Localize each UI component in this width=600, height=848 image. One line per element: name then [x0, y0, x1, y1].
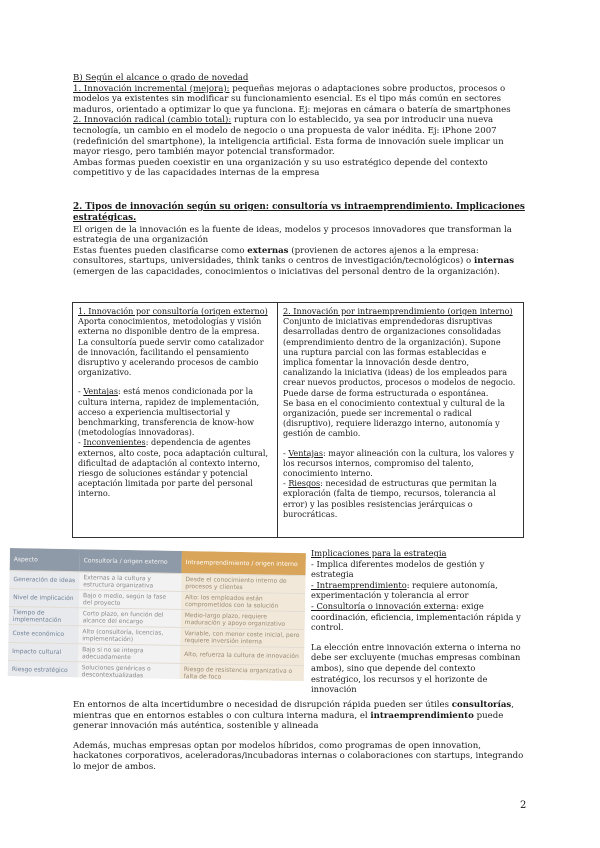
consulting-disadvantages: - Inconvenientes: dependencia de agentes externos, alto coste, poca adaptación cultural, dificultad de adaptación al contexto interno, riesgo de soluciones estándar y potencial aceptación limitada por parte del personal interno.: [78, 437, 269, 499]
intrapreneurship-title: 2. Innovación por intraemprendimiento (origen interno): [283, 306, 513, 316]
section-2-intro: El origen de la innovación es la fuente de ideas, modelos y procesos innovadores que transforman la estrategia de una organización: [73, 224, 512, 246]
row-intrapreneurship: Medio-largo plazo, requiere maduración y apoyo organizativo: [181, 609, 305, 629]
section-b-closing: Ambas formas pueden coexistir en una organización y su uso estratégico depende del contexto competitivo y de las capacidades internas de la empresa: [73, 157, 488, 179]
row-intrapreneurship: Riesgo de resistencia organizativa o falta de foco: [180, 663, 304, 681]
item-2-text: ruptura con lo establecido, ya sea por introducir una nueva tecnología, un cambio en el modelo de negocio o una propuesta de valor inédita. Ej: iPhone 2007 (redefinición del smartphone), la inteligencia artificial. Esta forma de innovación suele implicar un mayor riesgo, pero también mayor potencial transformador.: [73, 115, 504, 158]
row-consulting: Bajo o medio, según la fase del proyecto: [79, 590, 181, 610]
implications-title: Implicaciones para la estrategia: [311, 548, 447, 558]
section-b: [73, 73, 528, 179]
row-consulting: Soluciones genéricas o descontextualizadas: [78, 662, 180, 681]
row-consulting: Bajo si no se integra adecuadamente: [78, 644, 180, 664]
intrapreneurship-risks: - Riesgos: necesidad de estructuras que permitan la exploración (falta de tiempo, recursos, tolerancia al error) y las posibles resistencias jerárquicas o burocráticas.: [283, 478, 497, 519]
p1-a: En entornos de alta incertidumbre o necesidad de disrupción rápida pueden ser útiles: [73, 700, 452, 710]
consulting-column: [73, 303, 278, 537]
p1-intraemprendimiento: intraemprendimiento: [370, 710, 474, 721]
row-aspect: Coste económico: [8, 624, 78, 643]
sources-internal: internas: [473, 256, 515, 267]
implications: [311, 548, 526, 695]
p1-e: puede generar innovación más auténtica, sostenible y alineada: [73, 710, 504, 732]
advantages-label: Ventajas: [288, 447, 323, 458]
row-aspect: Riesgo estratégico: [8, 660, 78, 679]
implications-line-3: [311, 601, 526, 633]
consulting-desc: Aporta conocimientos, metodologías y visión externa no disponible dentro de la empresa. La consultoría puede servir como catalizador de innovación, facilitando el pensamiento disruptivo y acelerando procesos de cambio organizativo.: [78, 316, 264, 378]
intrapreneurship-line-3: Se basa en el conocimiento contextual y cultural de la organización, puede ser incremental o radical (disruptivo), requiere liderazgo interno, autonomía y gestión de cambio.: [283, 397, 506, 439]
intrapreneurship-label: - Intraemprendimiento: [311, 579, 407, 590]
intrapreneurship-text: : requiere autonomía, experimentación y tolerancia al error: [311, 579, 498, 601]
sources-pre: Estas fuentes pueden clasificarse como: [73, 245, 248, 256]
implications-line-1: - Implica diferentes modelos de gestión y estrategia: [311, 558, 485, 580]
row-aspect: Impacto cultural: [8, 642, 78, 661]
risks-label: Riesgos: [288, 478, 321, 489]
disadvantages-label: Inconvenientes: [83, 437, 146, 448]
intrapreneurship-advantages: - Ventajas: mayor alineación con la cultura, los valores y los recursos internos, compromiso del talento, conocimiento interno.: [283, 447, 515, 479]
row-aspect: Nivel de implicación: [9, 588, 79, 607]
row-intrapreneurship: Alto, refuerza la cultura de innovación: [180, 645, 304, 665]
conclusion-paragraph-2: Además, muchas empresas optan por modelos híbridos, como programas de open innovation, hackatones corporativos, aceleradoras/incubadoras internas o colaboraciones con startups, integrando lo mejor de ambos.: [73, 740, 524, 772]
advantages-text: : está menos condicionada por la cultura interna, rapidez de implementación, acceso a experiencia multisectorial y benchmarking, transferencia de know-how (metodologías innovadoras).: [78, 386, 260, 438]
row-consulting: Corto plazo, en función del alcance del encargo: [79, 608, 181, 628]
header-consulting: Consultoría / origen externo: [79, 549, 181, 573]
p1-consultorias: consultorías: [451, 700, 512, 710]
p1-c: , mientras que en entornos estables o con cultura interna madura, el: [73, 700, 514, 721]
aspect-table: [8, 548, 306, 681]
advantages-text: : mayor alineación con la cultura, los valores y los recursos internos, compromiso del talento, conocimiento interno.: [283, 447, 515, 479]
row-aspect: Generación de ideas: [9, 570, 79, 589]
intrapreneurship-line-2: Puede darse de forma estructurada o espontánea.: [283, 387, 489, 398]
header-intrapreneurship: Intraemprendimiento / origen interno: [182, 551, 306, 576]
consulting-label: - Consultoría o innovación externa: [311, 600, 456, 611]
implications-line-2: [311, 580, 526, 601]
intrapreneurship-column: [278, 303, 523, 537]
item-1-label: 1. Innovación incremental (mejora):: [73, 83, 230, 94]
implications-paragraph: La elección entre innovación externa o interna no debe ser excluyente (muchas empresas combinan ambos), sino que depende del contexto estratégico, los recursos y el horizonte de innovación: [311, 641, 521, 695]
item-2-label: 2. Innovación radical (cambio total):: [73, 115, 232, 126]
sources-post: (emergen de las capacidades, conocimientos o iniciativas del personal dentro de la organización).: [73, 266, 500, 277]
aspect-comparison-image: [8, 548, 306, 681]
row-intrapreneurship: Variable, con menor coste inicial, pero requiere inversión interna: [180, 627, 304, 647]
comparison-table: [72, 302, 524, 538]
consulting-title: 1. Innovación por consultoría (origen externo): [78, 306, 268, 316]
page-number: 2: [520, 800, 527, 811]
section-b-title: B) Según el alcance o grado de novedad: [73, 73, 249, 83]
section-2-title: 2. Tipos de innovación según su origen: consultoría vs intraemprendimiento. Implicaciones estratégicas.: [73, 202, 525, 223]
section-2: [73, 202, 528, 278]
row-consulting: Alto (consultoría, licencias, implementación): [78, 626, 180, 646]
conclusion: [73, 700, 528, 773]
row-intrapreneurship: Desde el conocimiento interno de procesos y clientes: [181, 573, 305, 593]
risks-text: : necesidad de estructuras que permitan la exploración (falta de tiempo, recursos, tolerancia al error) y las posibles resistencias jerárquicas o burocráticas.: [283, 478, 497, 519]
consulting-advantages: - Ventajas: está menos condicionada por la cultura interna, rapidez de implementación, acceso a experiencia multisectorial y benchmarking, transferencia de know-how (metodologías innovadoras).: [78, 386, 260, 438]
section-2-sources: [73, 246, 528, 278]
section-b-item-2: [73, 115, 528, 157]
header-aspect: Aspecto: [10, 548, 80, 572]
row-consulting: Externas a la cultura y estructura organizativa: [79, 572, 181, 592]
consulting-text: : exige coordinación, eficiencia, implementación rápida y control.: [311, 600, 521, 633]
sources-mid: (provienen de actores ajenos a la empresa: consultores, startups, universidades, think tanks o centros de investigación/tecnológicos) o: [73, 245, 479, 267]
item-1-text: pequeñas mejoras o adaptaciones sobre productos, procesos o modelos ya existentes sin modificar su funcionamiento esencial. Es el tipo más común en sectores maduros, orientado a optimizar lo que ya funciona. Ej: mejoras en cámara o batería de smartphones: [73, 83, 511, 115]
row-aspect: Tiempo de implementación: [9, 606, 79, 625]
intrapreneurship-desc: Conjunto de iniciativas emprendedoras disruptivas desarrolladas dentro de organizaciones consolidadas (emprendimiento dentro de la organización). Supone una ruptura parcial con las formas establecidas e implica fomentar la innovación desde dentro, canalizando la iniciativa (ideas) de los empleados para crear nuevos productos, procesos o modelos de negocio.: [283, 316, 516, 388]
conclusion-paragraph-1: [73, 700, 528, 732]
disadvantages-text: : dependencia de agentes externos, alto coste, poca adaptación cultural, dificultad de adaptación al contexto interno, riesgo de soluciones estándar y potencial aceptación limitada por parte del personal interno.: [78, 437, 269, 499]
sources-external: externas: [247, 245, 289, 256]
section-b-item-1: [73, 84, 528, 116]
row-intrapreneurship: Alto: los empleados están comprometidos con la solución: [181, 591, 305, 611]
advantages-label: Ventajas: [83, 386, 118, 397]
